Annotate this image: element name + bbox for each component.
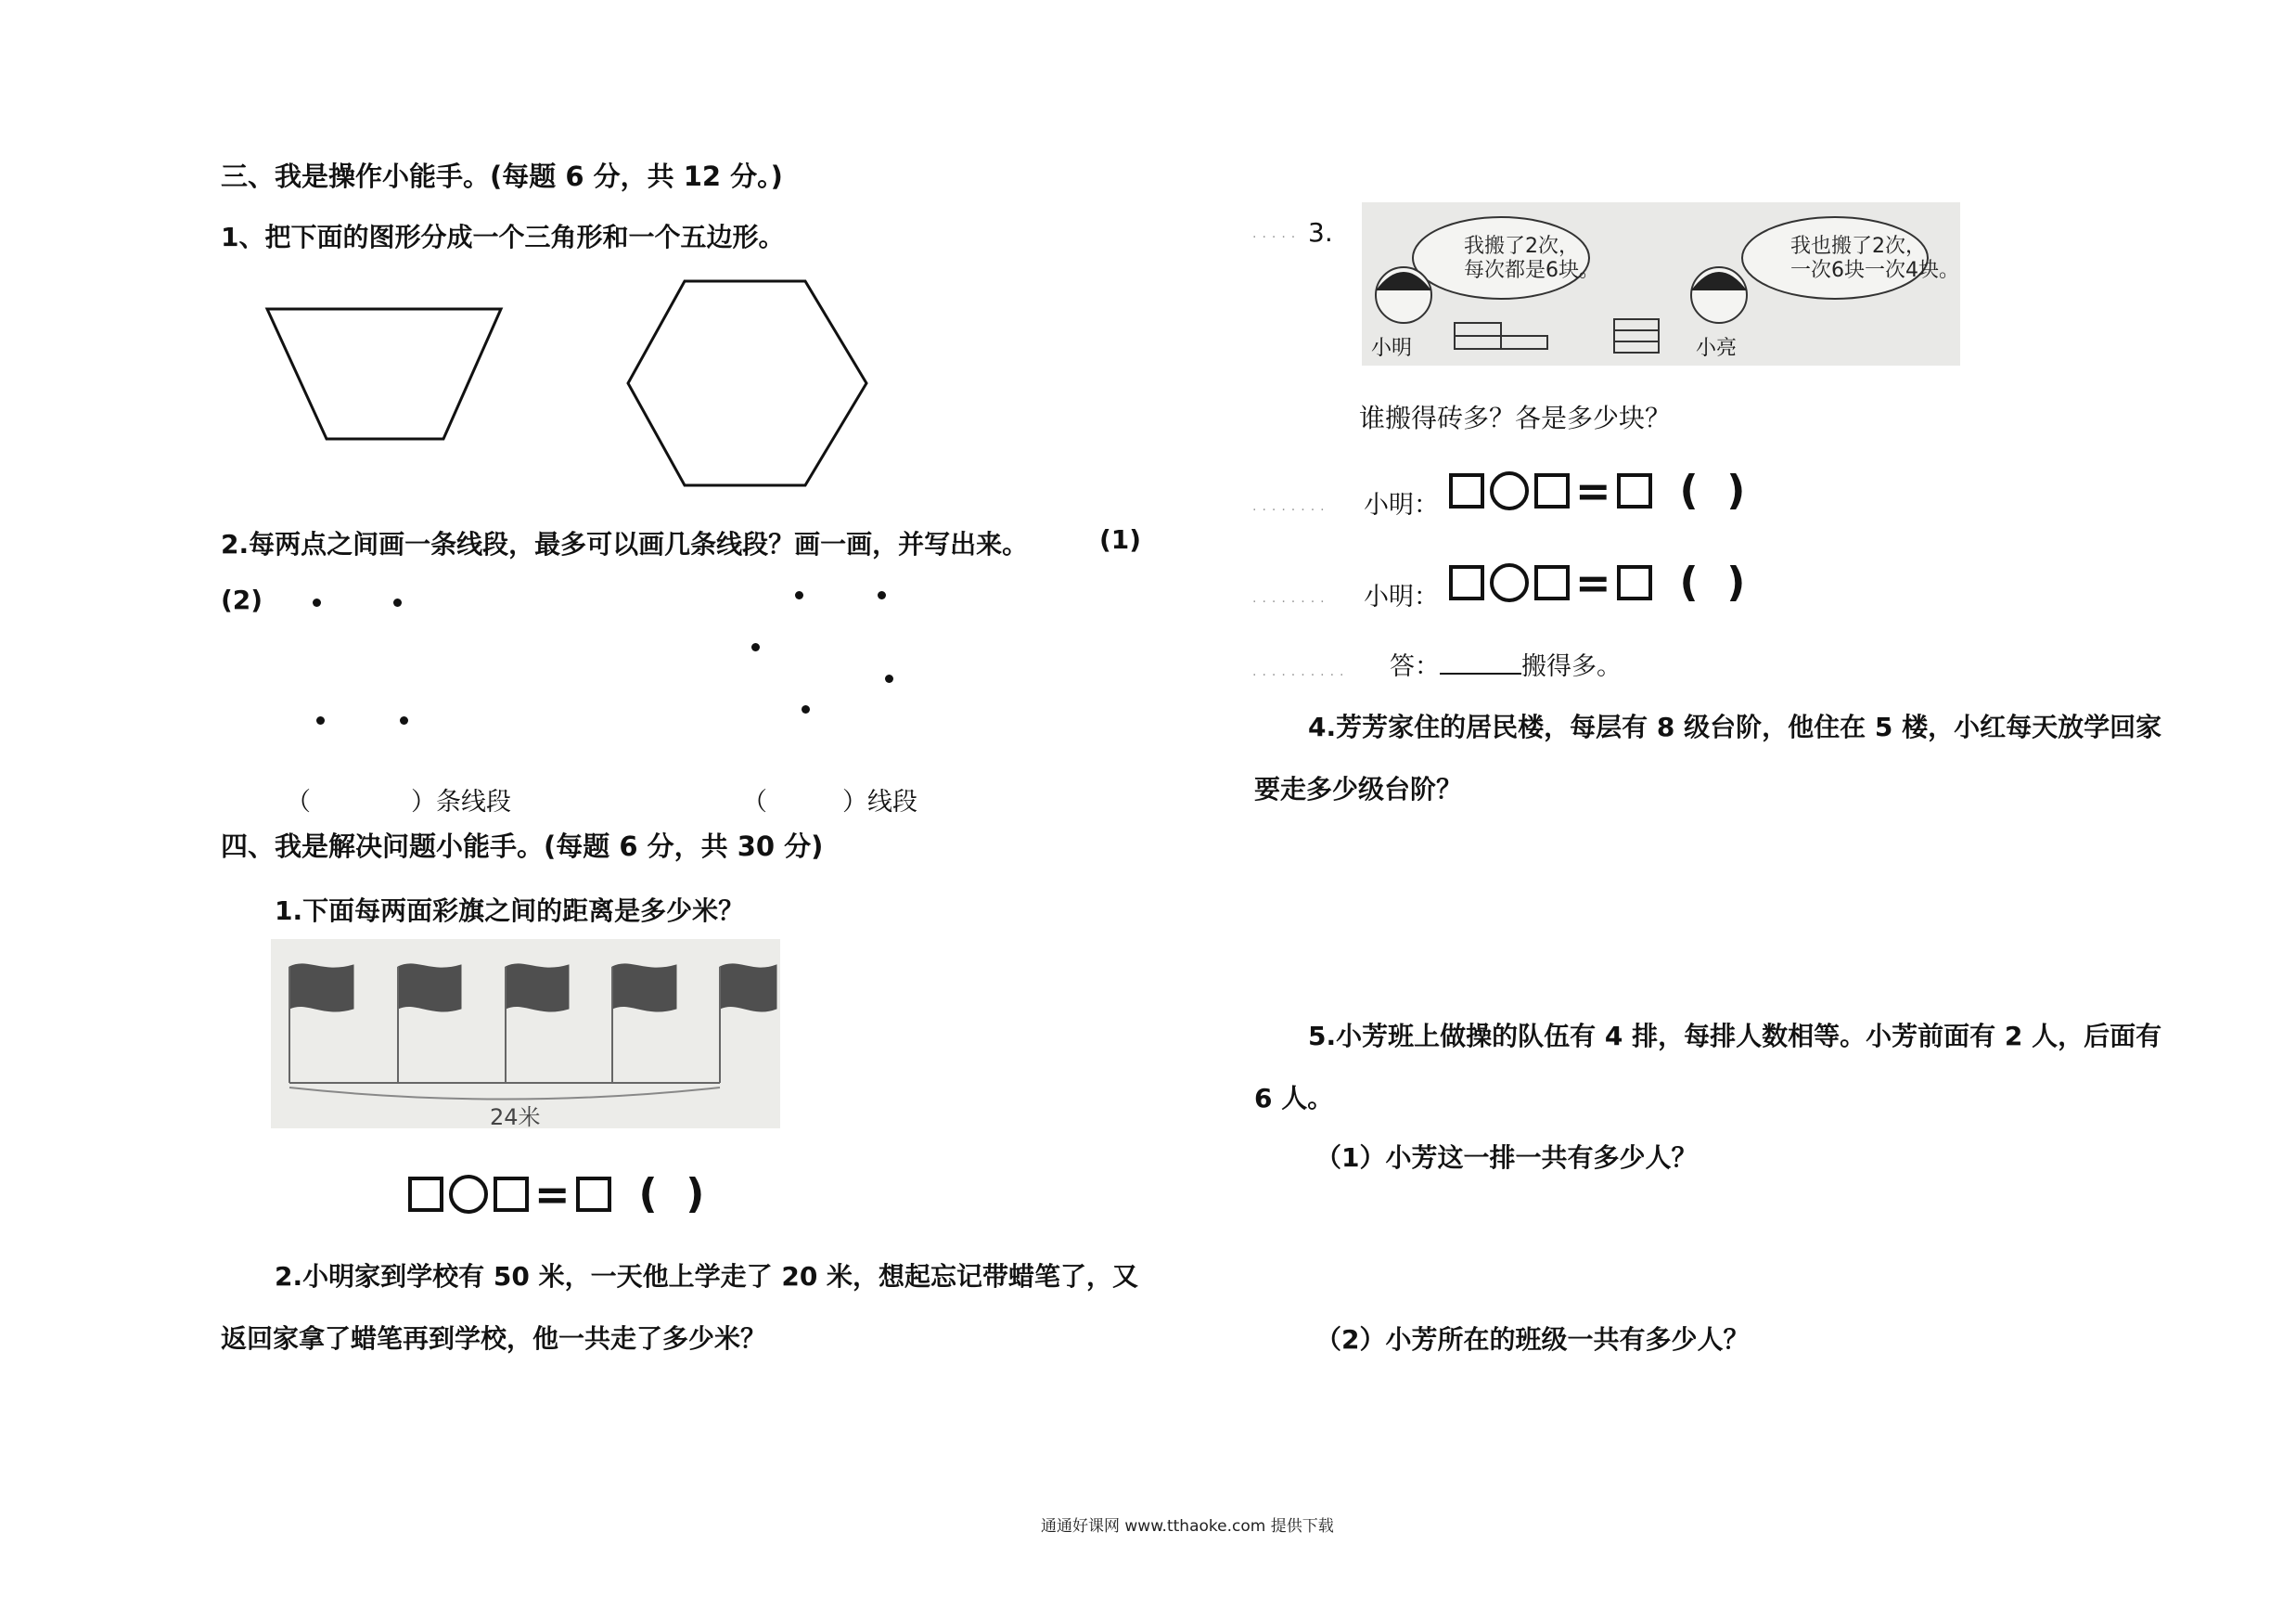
blank-square[interactable]: [1617, 473, 1652, 508]
name-right: 小亮: [1696, 337, 1738, 360]
bubble-right-line1: 我也搬了2次，: [1790, 235, 1926, 258]
shapes-figure: [260, 269, 891, 492]
point: [802, 705, 810, 714]
q4-line1: 4.芳芳家住的居民楼，每层有 8 级台阶，他住在 5 楼，小红每天放学回家: [1308, 712, 2162, 742]
flags-photo: [271, 939, 780, 1128]
q3-answer-prefix: 答：: [1390, 652, 1440, 681]
blank-square[interactable]: [576, 1177, 611, 1212]
point: [885, 675, 893, 683]
operator-circle[interactable]: [1490, 563, 1529, 602]
q3-question: 谁搬得砖多？各是多少块？: [1359, 403, 1672, 433]
bubble-right-line2: 一次6块一次4块。: [1790, 259, 1959, 282]
flag-icon: [506, 964, 569, 1011]
unit-parenthesis[interactable]: ( ): [638, 1170, 705, 1217]
blank-square[interactable]: [1534, 565, 1570, 600]
flag-icon: [720, 964, 776, 1011]
equals-sign: =: [1575, 558, 1611, 608]
trapezoid-shape: [267, 309, 501, 439]
q3-row1-label: 小明：: [1364, 491, 1439, 520]
section3-heading: 三、我是操作小能手。(每题 6 分，共 12 分。): [221, 161, 783, 192]
q3-row2-label: 小明：: [1364, 583, 1439, 611]
answer-right-segments: （ ）线段: [742, 788, 917, 817]
operator-circle[interactable]: [449, 1175, 488, 1214]
blank-square[interactable]: [494, 1177, 529, 1212]
flag-icon: [612, 964, 676, 1011]
section4-q2-line2: 返回家拿了蜡笔再到学校，他一共走了多少米？: [221, 1323, 767, 1354]
flag-icon: [398, 964, 461, 1011]
section3-q1: 1、把下面的图形分成一个三角形和一个五边形。: [221, 222, 785, 252]
section4-q2-line1: 2.小明家到学校有 50 米，一天他上学走了 20 米，想起忘记带蜡笔了，又: [275, 1261, 1139, 1292]
flag-distance-label: 24米: [490, 1104, 541, 1128]
q3-answer-blank[interactable]: [1440, 673, 1521, 675]
bubble-left-line2: 每次都是6块。: [1464, 259, 1599, 282]
point: [316, 716, 325, 725]
q3-answer-suffix: 搬得多。: [1521, 652, 1622, 681]
blank-square[interactable]: [408, 1177, 443, 1212]
bricks-illustration: [1362, 202, 1960, 366]
q5-sub1: （1）小芳这一排一共有多少人？: [1315, 1142, 1698, 1173]
point: [878, 591, 886, 599]
section4-heading: 四、我是解决问题小能手。(每题 6 分，共 30 分): [221, 830, 824, 862]
q2-label-1: (1): [1099, 524, 1142, 555]
point: [393, 599, 402, 607]
hexagon-shape: [628, 281, 866, 485]
bubble-left-line1: 我搬了2次，: [1464, 235, 1579, 258]
equals-sign: =: [1575, 466, 1611, 516]
q5-line2: 6 人。: [1254, 1083, 1334, 1114]
point: [313, 599, 321, 607]
q4-line2: 要走多少级台阶？: [1254, 774, 1463, 805]
point: [751, 643, 760, 651]
point: [795, 591, 803, 599]
q2-label-2: (2): [221, 585, 263, 615]
q3-answer: [1390, 646, 1622, 682]
q3-number: 3.: [1308, 217, 1333, 248]
equation-template: [408, 1169, 705, 1219]
equation-row1: [1449, 466, 1746, 516]
name-left: 小明: [1371, 337, 1413, 360]
section3-q2: 2.每两点之间画一条线段，最多可以画几条线段？画一画，并写出来。: [221, 529, 1029, 560]
equation-row2: [1449, 558, 1746, 608]
point: [400, 716, 408, 725]
section4-q1: 1.下面每两面彩旗之间的距离是多少米？: [275, 895, 745, 926]
q5-sub2: （2）小芳所在的班级一共有多少人？: [1315, 1324, 1750, 1355]
footer-credit: 通通好课网 www.tthaoke.com 提供下载: [1041, 1517, 1334, 1536]
operator-circle[interactable]: [1490, 471, 1529, 510]
blank-square[interactable]: [1617, 565, 1652, 600]
blank-square[interactable]: [1449, 565, 1484, 600]
unit-parenthesis[interactable]: ( ): [1679, 467, 1746, 514]
blank-square[interactable]: [1449, 473, 1484, 508]
unit-parenthesis[interactable]: ( ): [1679, 559, 1746, 606]
blank-square[interactable]: [1534, 473, 1570, 508]
answer-left-segments: （ ）条线段: [286, 788, 511, 817]
flag-icon: [289, 964, 353, 1011]
q5-line1: 5.小芳班上做操的队伍有 4 排，每排人数相等。小芳前面有 2 人，后面有: [1308, 1021, 2162, 1051]
equals-sign: =: [534, 1169, 571, 1219]
bricks-photo: [1362, 202, 1960, 366]
